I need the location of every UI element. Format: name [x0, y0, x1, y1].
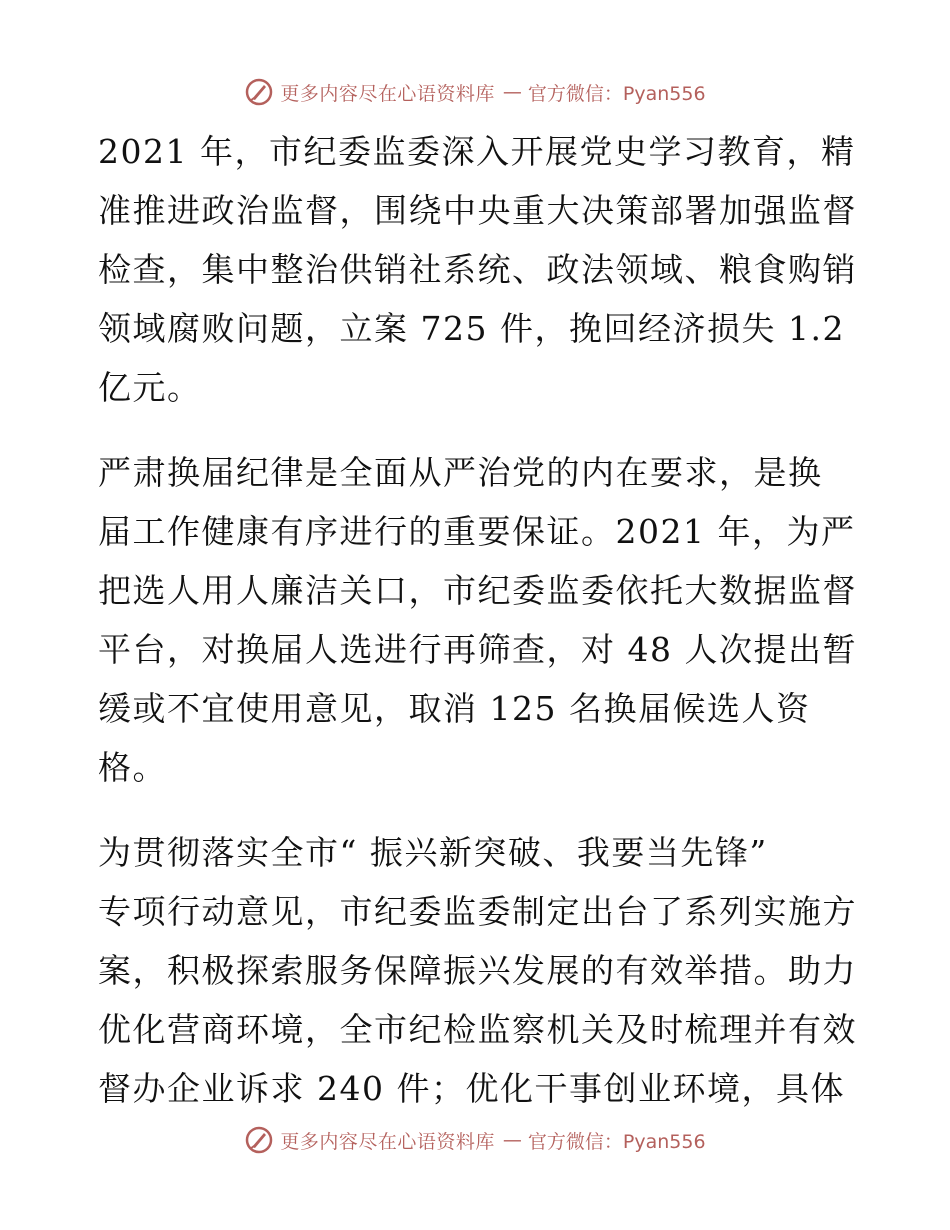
text-line: 准推进政治监督，围绕中央重大决策部署加强监督 [98, 191, 857, 230]
text-line: 检查，集中整治供销社系统、政法领域、粮食购销 [98, 250, 857, 289]
watermark-suffix: 官方微信：Pyan556 [527, 1130, 706, 1153]
text-line: 届工作健康有序进行的重要保证。2021 年，为严 [98, 512, 856, 551]
text-line: 领域腐败问题，立案 725 件，挽回经济损失 1.2 [98, 309, 845, 348]
text-line: 亿元。 [98, 368, 202, 407]
text-line: 缓或不宜使用意见，取消 125 名换届候选人资 [98, 689, 811, 728]
text-line: 优化营商环境，全市纪检监察机关及时梳理并有效 [98, 1010, 857, 1049]
text-line: 严肃换届纪律是全面从严治党的内在要求，是换 [98, 453, 823, 492]
text-line: 平台，对换届人选进行再筛查，对 48 人次提出暂 [98, 630, 857, 669]
document-body [98, 122, 858, 1144]
text-line: 把选人用人廉洁关口，市纪委监委依托大数据监督 [98, 571, 857, 610]
text-line: 案，积极探索服务保障振兴发展的有效举措。助力 [98, 951, 857, 990]
watermark-text: 更多内容尽在心语资料库 [280, 1130, 495, 1153]
watermark-dash: — [502, 1129, 520, 1151]
text-line: 督办企业诉求 240 件；优化干事创业环境，具体 [98, 1069, 845, 1108]
watermark-dash: — [502, 81, 520, 103]
watermark-text: 更多内容尽在心语资料库 [280, 82, 495, 105]
footer-watermark [0, 1120, 950, 1160]
text-line: 专项行动意见，市纪委监委制定出台了系列实施方 [98, 892, 857, 931]
paragraph-2 [98, 443, 858, 797]
watermark-suffix: 官方微信：Pyan556 [527, 82, 706, 105]
text-line: 2021 年，市纪委监委深入开展党史学习教育，精 [98, 132, 856, 171]
text-line: 为贯彻落实全市“ 振兴新突破、我要当先锋” [98, 833, 768, 872]
paragraph-1 [98, 122, 858, 417]
text-line: 格。 [98, 748, 167, 787]
header-watermark [0, 72, 950, 112]
paragraph-3 [98, 823, 858, 1118]
quill-logo-icon [244, 1125, 274, 1155]
quill-logo-icon [244, 77, 274, 107]
